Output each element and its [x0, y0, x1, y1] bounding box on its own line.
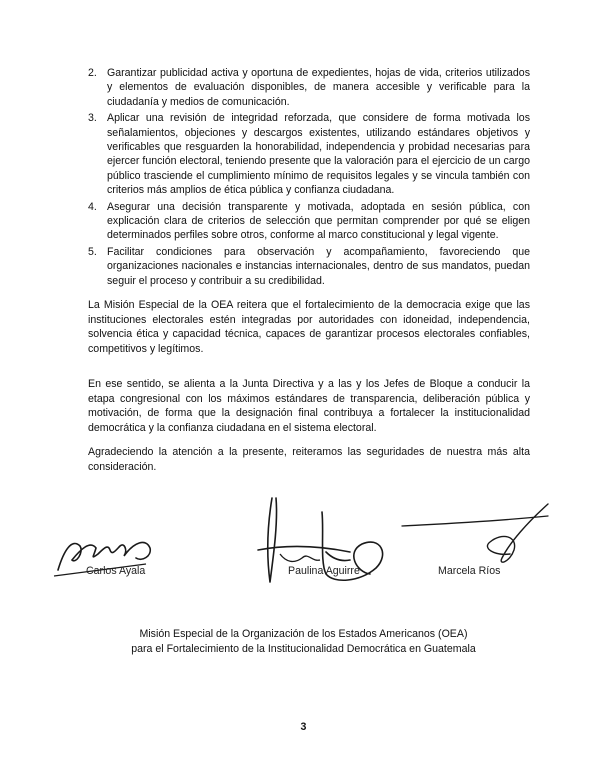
paragraph-encouragement: En ese sentido, se alienta a la Junta Directiva y a las y los Jefes de Bloque a conducir la etapa congresional con los máximos estándares de transparencia, deliberación pública y motivación, de forma que la designación final contribuya a fortalecer la institucionalidad democrática y la confianza ciudadana en el sistema electoral. [88, 378, 530, 434]
page-number: 3 [300, 721, 307, 733]
footer-organization [0, 627, 607, 657]
list-item [88, 200, 530, 243]
footer-line: para el Fortalecimiento de la Institucionalidad Democrática en Guatemala [131, 642, 476, 655]
signature-block [0, 490, 607, 600]
list-item [88, 66, 530, 109]
signature-marcela-rios-icon [398, 502, 558, 572]
signatory-name: Marcela Ríos [438, 565, 501, 577]
list-item-number: 2. [88, 67, 97, 79]
list-item-text: Garantizar publicidad activa y oportuna de expedientes, hojas de vida, criterios utilizados y elementos de evaluación disponibles, de manera accesible y verificable para la ciudadanía y medios de comunicación. [107, 67, 530, 108]
list-item-number: 4. [88, 200, 97, 213]
signatory-name: Paulina Aguirre [288, 565, 360, 577]
signatory-name: Carlos Ayala [86, 565, 146, 577]
footer-line: Misión Especial de la Organización de los Estados Americanos (OEA) [139, 628, 468, 640]
list-item-text: Aplicar una revisión de integridad reforzada, que considere de forma motivada los señalamientos, objeciones y descargos existentes, utilizando estándares objetivos y verificables que resguarden la honorabilidad, independencia y probidad necesarias para ejercer función electoral, teniendo presente que la valoración para el ejercicio de un cargo público trasciende el cumplimiento mínimo de requisitos legales y se vincula también con criterios más amplios de ética pública y confianza ciudadana. [107, 112, 530, 197]
recommendations-list [88, 66, 530, 290]
list-item-number: 3. [88, 112, 97, 125]
list-item-text: Facilitar condiciones para observación y acompañamiento, favoreciendo que organizaciones nacionales e instancias internacionales, dentro de sus mandatos, puedan seguir el proceso y contribuir a su credibilidad. [107, 245, 530, 287]
list-item [88, 111, 530, 197]
list-item-text: Asegurar una decisión transparente y motivada, adoptada en sesión pública, con explicación clara de criterios de selección que permitan comprender por qué se eligen determinados perfiles sobre otros, conforme al marco constitucional y legal vigente. [107, 200, 530, 242]
list-item-number: 5. [88, 245, 97, 258]
list-item [88, 245, 530, 288]
paragraph-democracy: La Misión Especial de la OEA reitera que el fortalecimiento de la democracia exige que las instituciones electorales estén integradas por autoridades con idoneidad, independencia, solvencia ética y capacidad técnica, capaces de garantizar procesos electorales confiables, competitivos y legítimos. [88, 299, 530, 355]
paragraph-closing: Agradeciendo la atención a la presente, reiteramos las seguridades de nuestra más alta consideración. [88, 446, 530, 473]
